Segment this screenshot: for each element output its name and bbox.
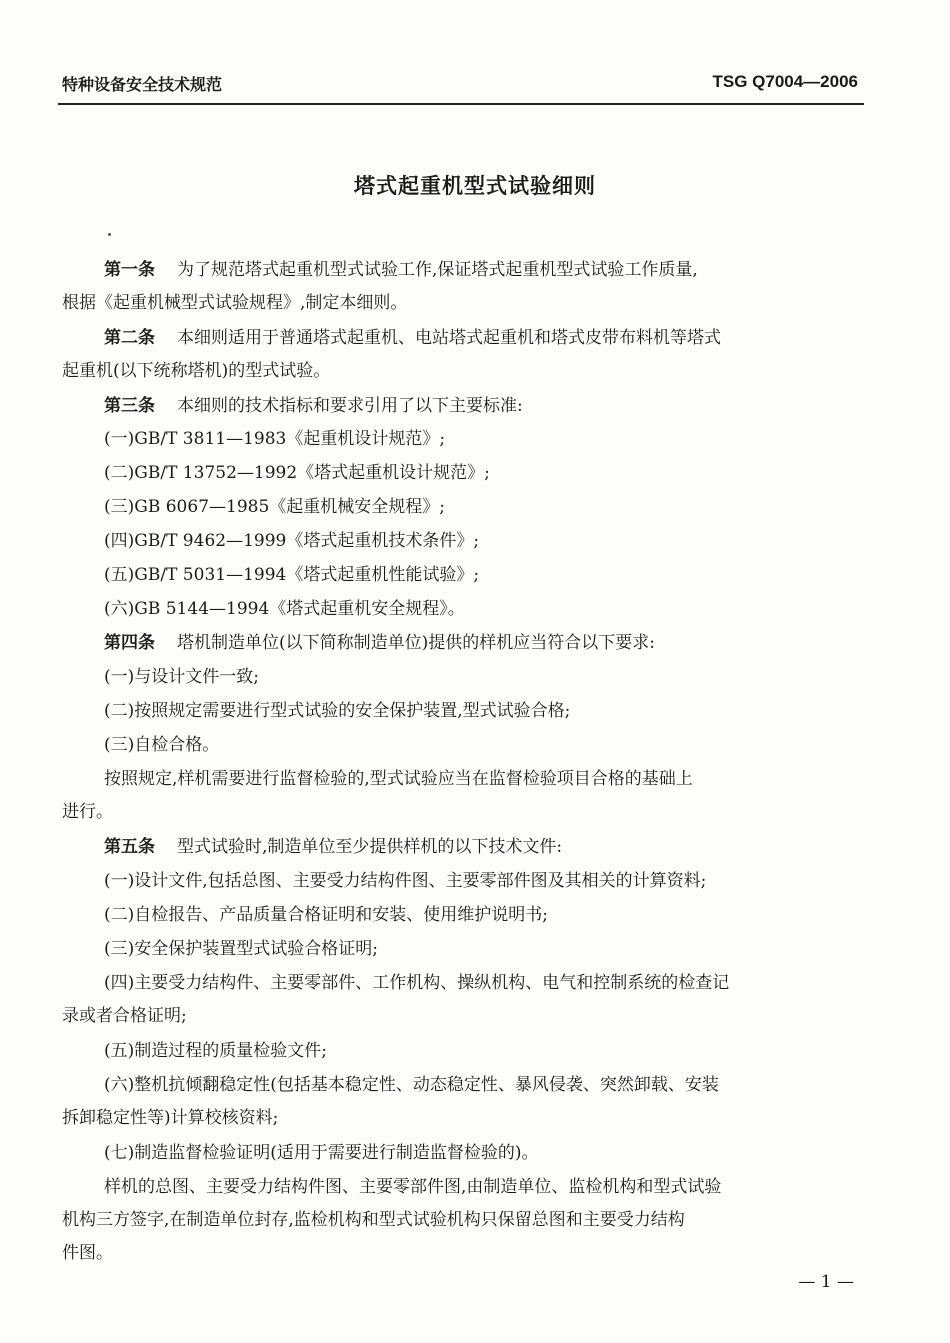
article-5-item-4-line-2: 录或者合格证明;	[62, 1006, 187, 1026]
header-standard-code: TSG Q7004—2006	[712, 72, 858, 91]
article-5-item-6-line-2: 拆卸稳定性等)计算校核资料;	[62, 1108, 279, 1128]
article-5-item-1: (一)设计文件,包括总图、主要受力结构件图、主要零部件图及其相关的计算资料;	[104, 871, 707, 891]
article-3-item-4: (四)GB/T 9462—1999《塔式起重机技术条件》;	[104, 531, 480, 551]
article-4-item-2: (二)按照规定需要进行型式试验的安全保护装置,型式试验合格;	[104, 701, 571, 721]
article-1-label: 第一条	[104, 260, 155, 280]
header-divider	[58, 103, 864, 105]
article-4-item-3: (三)自检合格。	[104, 735, 220, 755]
article-4-item-1: (一)与设计文件一致;	[104, 667, 259, 687]
scan-speck	[108, 233, 111, 236]
article-1-line-1: 第一条 为了规范塔式起重机型式试验工作,保证塔式起重机型式试验工作质量,	[104, 260, 698, 280]
article-3-item-6: (六)GB 5144—1994《塔式起重机安全规程》。	[104, 599, 465, 619]
article-5-item-6-line-1: (六)整机抗倾翻稳定性(包括基本稳定性、动态稳定性、暴风侵袭、突然卸载、安装	[104, 1075, 719, 1095]
article-2-label: 第二条	[104, 328, 155, 348]
article-5-item-2: (二)自检报告、产品质量合格证明和安装、使用维护说明书;	[104, 905, 548, 925]
article-5-note-line-1: 样机的总图、主要受力结构件图、主要零部件图,由制造单位、监检机构和型式试验	[104, 1177, 722, 1197]
article-3-item-3: (三)GB 6067—1985《起重机械安全规程》;	[104, 497, 445, 517]
article-3-item-1: (一)GB/T 3811—1983《起重机设计规范》;	[104, 429, 446, 449]
article-2-line-2: 起重机(以下统称塔机)的型式试验。	[62, 361, 331, 381]
page-title: 塔式起重机型式试验细则	[354, 174, 596, 198]
article-1-line-2: 根据《起重机械型式试验规程》,制定本细则。	[62, 293, 408, 313]
article-5-item-5: (五)制造过程的质量检验文件;	[104, 1041, 327, 1061]
article-5-note-line-3: 件图。	[62, 1243, 113, 1263]
article-3-line-1: 第三条 本细则的技术指标和要求引用了以下主要标准:	[104, 396, 523, 416]
article-4-line-1: 第四条 塔机制造单位(以下简称制造单位)提供的样机应当符合以下要求:	[104, 633, 655, 653]
article-4-label: 第四条	[104, 633, 155, 653]
article-5-item-7: (七)制造监督检验证明(适用于需要进行制造监督检验的)。	[104, 1143, 539, 1163]
article-5-item-4-line-1: (四)主要受力结构件、主要零部件、工作机构、操纵机构、电气和控制系统的检查记	[104, 973, 730, 993]
article-4-note-line-1: 按照规定,样机需要进行监督检验的,型式试验应当在监督检验项目合格的基础上	[104, 769, 693, 789]
article-3-label: 第三条	[104, 396, 155, 416]
article-5-label: 第五条	[104, 837, 155, 857]
article-3-item-5: (五)GB/T 5031—1994《塔式起重机性能试验》;	[104, 565, 480, 585]
article-3-item-2: (二)GB/T 13752—1992《塔式起重机设计规范》;	[104, 463, 490, 483]
article-2-line-1: 第二条 本细则适用于普通塔式起重机、电站塔式起重机和塔式皮带布料机等塔式	[104, 328, 721, 348]
article-5-line-1: 第五条 型式试验时,制造单位至少提供样机的以下技术文件:	[104, 837, 563, 857]
header-spec-title: 特种设备安全技术规范	[62, 75, 223, 94]
article-4-note-line-2: 进行。	[62, 802, 113, 822]
article-5-item-3: (三)安全保护装置型式试验合格证明;	[104, 939, 378, 959]
page-number: — 1 —	[798, 1272, 854, 1292]
article-5-note-line-2: 机构三方签字,在制造单位封存,监检机构和型式试验机构只保留总图和主要受力结构	[62, 1210, 685, 1230]
